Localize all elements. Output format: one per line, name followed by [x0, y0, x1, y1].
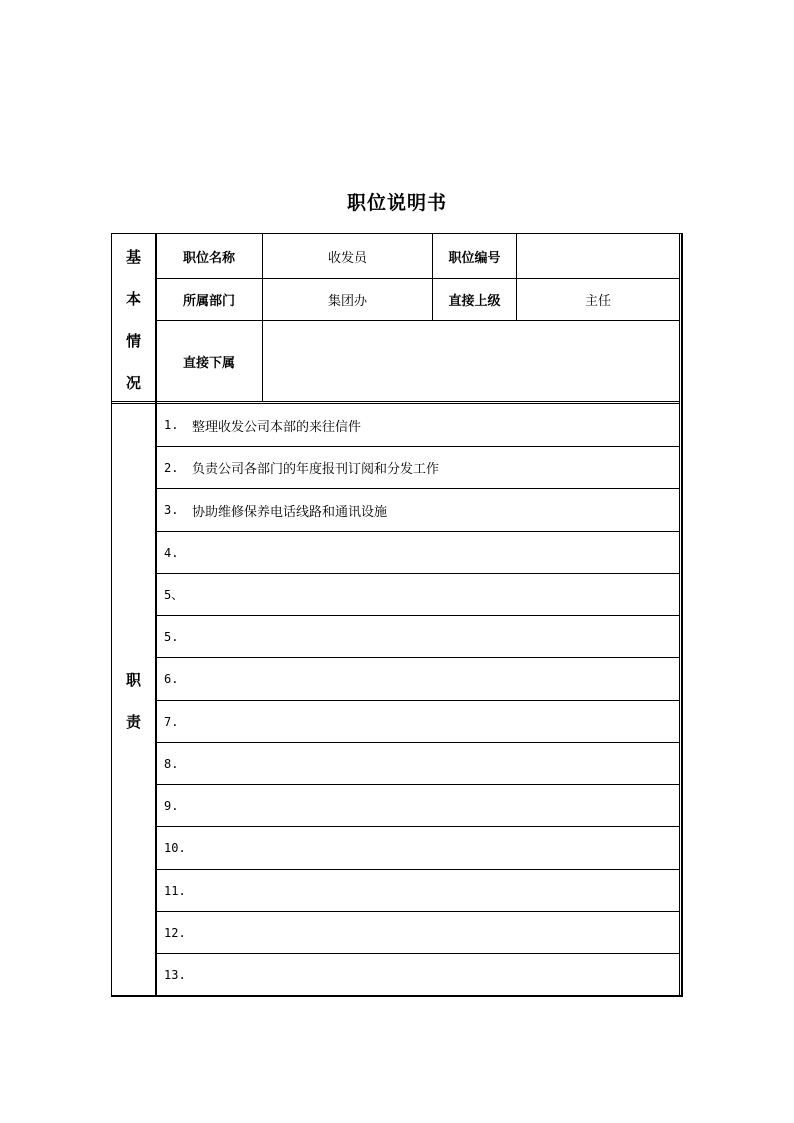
duty-number: 4. [164, 545, 179, 560]
duty-row[interactable] [164, 658, 674, 700]
duty-number: 5、 [164, 588, 184, 602]
duty-text: 整理收发公司本部的来往信件 [192, 419, 362, 435]
duty-number: 13. [164, 968, 186, 982]
duty-row[interactable] [164, 912, 674, 953]
subordinate-value[interactable] [263, 321, 679, 401]
duty-row[interactable] [164, 954, 674, 996]
duty-number: 9. [164, 798, 179, 813]
page-title: 职位说明书 [346, 192, 447, 214]
duty-number: 11. [164, 883, 186, 898]
duty-text: 负责公司各部门的年度报刊订阅和分发工作 [192, 462, 440, 477]
department-value[interactable]: 集团办 [327, 294, 367, 309]
duty-number: 6. [164, 672, 179, 686]
duty-number: 5. [164, 629, 179, 644]
duty-row[interactable] [164, 616, 674, 657]
duty-number: 3. [164, 503, 179, 517]
basic-info-label-char: 基 [125, 248, 141, 266]
duty-number: 12. [164, 925, 186, 940]
basic-info-label-char: 情 [125, 332, 141, 350]
basic-info-label-char: 本 [125, 290, 141, 308]
duty-row[interactable] [164, 532, 674, 573]
duty-number: 7. [164, 714, 179, 729]
basic-info-label-char: 况 [125, 374, 141, 392]
duty-row[interactable] [164, 870, 674, 911]
duties-section-label [112, 659, 155, 743]
supervisor-label: 直接上级 [448, 294, 501, 309]
duty-row[interactable] [164, 447, 674, 488]
job-name-value[interactable]: 收发员 [327, 251, 367, 266]
duty-number: 1. [164, 418, 179, 432]
job-code-value[interactable] [517, 235, 679, 278]
duty-number: 8. [164, 756, 179, 771]
duty-row[interactable] [164, 404, 674, 446]
duty-row[interactable] [164, 574, 674, 615]
duty-row[interactable] [164, 785, 674, 826]
duty-row[interactable] [164, 489, 674, 531]
department-label: 所属部门 [182, 294, 235, 309]
basic-info-section-label [112, 236, 155, 404]
subordinate-label: 直接下属 [182, 355, 235, 371]
supervisor-value[interactable]: 主任 [584, 294, 611, 309]
duty-text: 协助维修保养电话线路和通讯设施 [192, 504, 388, 520]
duty-number: 2. [164, 460, 179, 475]
duty-row[interactable] [164, 701, 674, 742]
duties-label-char: 责 [125, 713, 141, 731]
duty-row[interactable] [164, 827, 674, 869]
duty-number: 10. [164, 841, 186, 855]
duties-label-char: 职 [125, 671, 141, 689]
job-name-label: 职位名称 [182, 251, 235, 266]
job-code-label: 职位编号 [448, 251, 501, 266]
duty-row[interactable] [164, 743, 674, 784]
